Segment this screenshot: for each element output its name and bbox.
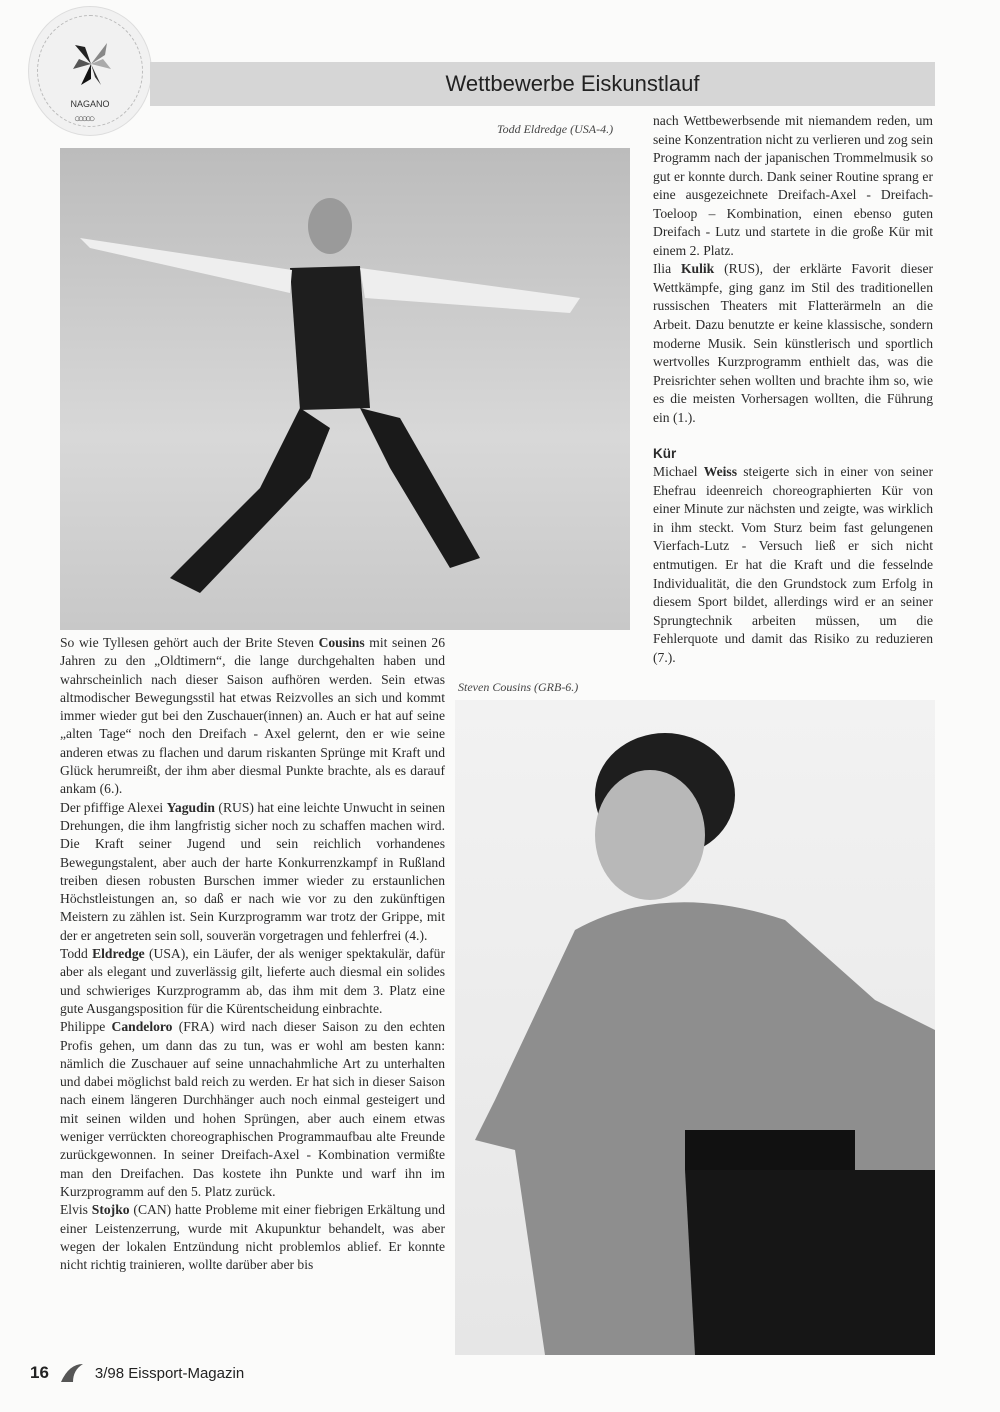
- paragraph-weiss: [653, 463, 933, 667]
- right-text-column: [653, 112, 933, 667]
- text: (RUS) hat eine leichte Unwucht in seinen Drehungen, die ihm langfristig sicher noch zu schaffen machen wird. Die Kraft seiner Jugend und sein reichlich vorhandenes Bewegungstalent, aber auch der harte Konkurrenzkampf in Rußland treiben diesen robusten Burschen immer wieder zu erstaunlichen Höchstleistungen an, so daß er nach wie vor zu den zukünftigen Meistern zu zählen ist. Sein Kurzprogramm war trotz der Grippe, mit der er angetreten sein soll, souverän vorgetragen und fehlerfrei (4.).: [60, 799, 445, 943]
- section-heading-kuer: Kür: [653, 446, 677, 462]
- magazine-issue: 3/98 Eissport-Magazin: [94, 1364, 245, 1382]
- skater-name: Candeloro: [111, 1019, 173, 1035]
- photo-todd-eldredge: [60, 148, 630, 630]
- text: (RUS), der erklärte Favorit dieser Wettkämpfe, ging ganz im Stil des traditionellen russischen Theaters mit Flatterärmeln an die Arbeit. Dazu benutzte er keine klassische, sondern moderne Musik. Sein künstlerisch und sportlich wertvolles Kurzprogramm enthielt das, was die Preisrichter sehen wollten und brachte ihm so, wie es die meisten Vorhersagen wollten, die Führung ein (1.).: [653, 261, 934, 425]
- skater-name: Yagudin: [166, 799, 215, 815]
- logo-city: NAGANO: [70, 99, 110, 109]
- skater-name: Cousins: [318, 635, 365, 650]
- paragraph-cousins: [60, 634, 445, 799]
- paragraph-eldredge: [60, 945, 445, 1018]
- paragraph-stojko-cont: nach Wettbewerbsende mit niemandem reden, um seine Konzentration nicht zu verlieren und zog sein Programm nach der japanischen Trommelmusik so gut er konnte durch. Dank seiner Routine sprang er eine ausgezeichnete Dreifach-Axel - Dreifach-Toeloop – Kombination, einen ebenso guten Dreifach - Lutz und startete in die große Kür mit einem 2. Platz.: [653, 113, 933, 258]
- photo-caption-cousins: Steven Cousins (GRB-6.): [458, 680, 579, 694]
- text: So wie Tyllesen gehört auch der Brite Steven: [60, 635, 319, 650]
- snowflower-emblem-icon: [67, 39, 115, 89]
- magazine-bird-logo-icon: [59, 1362, 85, 1384]
- text: (FRA) wird nach dieser Saison zu den echten Profis gehen, um dann das zu tun, was er wohl am besten kann: nämlich die Zuschauer auf seine unnachahmliche Art zu unterhalten und dabei möglichst bald reich zu werden. Er hat sich in dieser Saison nach einem längeren Durchhänger auch noch einmal gesteigert und mit seinen wilden und hohen Sprüngen, aber auch einem etwas weniger verrückten choreographischen Programmaufbau alte Freunde zurückgewonnen. In seiner Dreifach-Axel - Kombination vermißte man den Dreifachen. Das kostete ihn Punkte und warf ihn im Kurzprogramm auf den 5. Platz zurück.: [60, 1019, 446, 1199]
- text: Ilia: [653, 261, 681, 277]
- text: (USA), ein Läufer, der als weniger spektakulär, dafür aber als elegant und zuverlässig gilt, lieferte auch diesmal ein solides und schwieriges Kurzprogramm ab, das ihm mit dem 3. Platz eine gute Ausgangsposition für die Kürentscheidung einbrachte.: [60, 946, 445, 1016]
- skater-name: Eldredge: [92, 946, 145, 962]
- text: Michael: [653, 464, 704, 480]
- nagano-olympic-logo: [28, 6, 152, 136]
- text: mit seinen 26 Jahren zu den „Oldtimern“, die lange durchgehalten haben und wahrscheinlich nach dieser Saison aufhören werden. Sein etwas altmodischer Bewegungsstil hat etwas Reizvolles an sich und kommt immer wieder gut bei den Zuschauer(innen) an. Auch er hat auf seine „alten Tage“ noch den Dreifach - Axel gelernt, den er wie seine anderen etwas zu flachen und darum riskanten Sprünge mit Kraft und Glück herumreißt, der ihm aber diesmal Punkte brachte, als es darauf ankam (6.).: [60, 635, 445, 797]
- left-text-column: [60, 634, 445, 1274]
- text: Elvis: [60, 1202, 92, 1218]
- photo-caption-eldredge: Todd Eldredge (USA-4.): [497, 122, 614, 136]
- text: Todd: [60, 946, 93, 962]
- photo-steven-cousins: [455, 700, 935, 1355]
- page-number: 16: [30, 1363, 49, 1382]
- paragraph-candeloro: [60, 1018, 445, 1201]
- text: Philippe: [60, 1019, 112, 1035]
- skater-name: Kulik: [680, 261, 715, 277]
- page-title: Wettbewerbe Eiskunstlauf: [445, 71, 700, 96]
- text: steigerte sich in einer von seiner Ehefrau ideenreich choreographierten Kür von einer Minute zur nächsten und zeigte, was wirklich in ihm steckt. Vom Sturz beim fast gelungenen Vierfach-Lutz - Versuch ließ er sich nicht entmutigen. Er hat die Kraft und die fesselnde Individualität, die den Grundstock zum Erfolg in diesem Sport bildet, allerdings wird er an seiner Sprungtechnik arbeiten müssen, um die Fehlerquote und damit das Risiko zu reduzieren (7.).: [653, 464, 933, 665]
- paragraph-kulik: [653, 260, 933, 427]
- page-footer: [30, 1362, 244, 1384]
- paragraph-stojko: [60, 1201, 445, 1274]
- text: Der pfiffige Alexei: [60, 799, 167, 815]
- text: (CAN) hatte Probleme mit einer fiebrigen Erkältung und einer Leistenzerrung, wurde mit Akupunktur behandelt, was aber wegen der lokalen Entzündung nicht problemlos ablief. Er konnte nicht richtig trainieren, wollte darüber aber bis: [60, 1202, 445, 1273]
- skater-name: Weiss: [703, 464, 738, 480]
- olympic-rings-icon: ○○○○○: [74, 113, 93, 125]
- skater-name: Stojko: [91, 1202, 130, 1218]
- paragraph-yagudin: [60, 799, 445, 945]
